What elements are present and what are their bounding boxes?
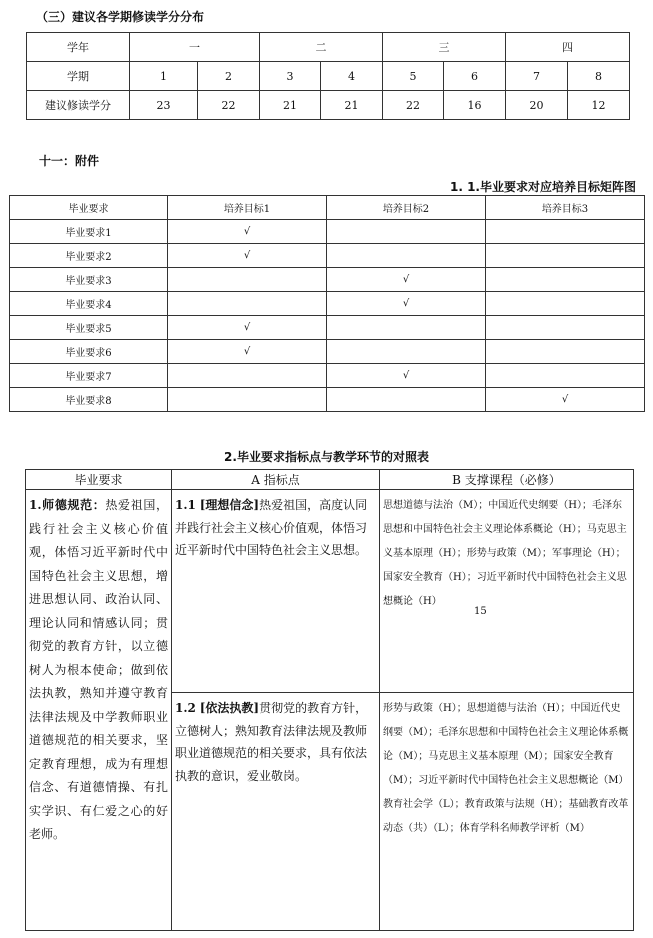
matrix-row-label: 毕业要求3 (10, 268, 168, 292)
semester-label: 学期 (27, 62, 130, 91)
course-text: 思想道德与法治（M）；中国近代史纲要（H）；毛泽东思想和中国特色社会主义理论体系概论（H）；马克思主义基本原理（H）；形势与政策（M）；军事理论（H）；国家安全教育（H）；习近平新时代中国特色社会主义思想概论（H） (383, 500, 627, 607)
credit-cell: 16 (444, 91, 506, 120)
appendix-title: 十一：附件 (39, 154, 100, 168)
check-mark (486, 364, 645, 388)
requirement-title: 1.师德规范： (29, 498, 106, 512)
semester-cell: 4 (321, 62, 383, 91)
year-row (27, 33, 630, 62)
matrix-row (10, 388, 645, 412)
section-title-credit-distribution: （三）建议各学期修读学分分布 (36, 10, 205, 24)
matrix-row-label: 毕业要求2 (10, 244, 168, 268)
table2-header-row (26, 470, 634, 490)
check-mark (168, 388, 327, 412)
matrix-row-label: 毕业要求7 (10, 364, 168, 388)
indicator-course-table (25, 469, 634, 931)
course-cell (380, 693, 634, 931)
matrix-header-cell: 培养目标1 (168, 196, 327, 220)
requirement-cell (26, 490, 172, 931)
matrix-row-label: 毕业要求6 (10, 340, 168, 364)
year-label: 学年 (27, 33, 130, 62)
matrix-row (10, 340, 645, 364)
table2-header-cell: A 指标点 (172, 470, 380, 490)
credit-cell: 20 (506, 91, 568, 120)
matrix-row (10, 364, 645, 388)
indicator-cell (172, 693, 380, 931)
check-mark (486, 220, 645, 244)
semester-cell: 8 (568, 62, 630, 91)
semester-cell: 2 (198, 62, 260, 91)
indicator-number: 1.2 (175, 701, 196, 715)
indicator-title: [理想信念] (199, 498, 260, 512)
check-mark (327, 388, 486, 412)
matrix-row (10, 268, 645, 292)
indicator-cell (172, 490, 380, 693)
matrix-row-label: 毕业要求1 (10, 220, 168, 244)
requirement-text: 热爱祖国，践行社会主义核心价值观，体悟习近平新时代中国特色社会主义思想，增进思想认同、政治认同、理论认同和情感认同；贯彻党的教育方针，以立德树人为根本使命；做到依法执教，熟知并遵守教育法律法规及中学教师职业道德规范的相关要求，坚定教育理想，成为有理想信念、有道德情操、有扎实学识、有仁爱之心的好老师。 (29, 498, 168, 841)
matrix-title: 1. 1.毕业要求对应培养目标矩阵图 (450, 180, 636, 194)
check-mark (486, 268, 645, 292)
credit-row (27, 91, 630, 120)
matrix-header-cell: 培养目标3 (486, 196, 645, 220)
year-cell: 四 (506, 33, 630, 62)
matrix-row-label: 毕业要求8 (10, 388, 168, 412)
check-mark: √ (327, 364, 486, 388)
matrix-row-label: 毕业要求5 (10, 316, 168, 340)
check-mark (486, 244, 645, 268)
page-number: 15 (474, 606, 487, 617)
check-mark (327, 340, 486, 364)
semester-cell: 7 (506, 62, 568, 91)
indicator-row (26, 490, 634, 693)
indicator-title: [依法执教] (199, 701, 260, 715)
check-mark (486, 292, 645, 316)
credit-cell: 22 (383, 91, 444, 120)
matrix-row-label: 毕业要求4 (10, 292, 168, 316)
year-cell: 二 (260, 33, 383, 62)
check-mark (486, 316, 645, 340)
check-mark: √ (168, 316, 327, 340)
check-mark: √ (168, 340, 327, 364)
check-mark (168, 292, 327, 316)
check-mark: √ (486, 388, 645, 412)
requirement-objective-matrix (9, 195, 645, 412)
check-mark (486, 340, 645, 364)
credit-cell: 12 (568, 91, 630, 120)
credit-cell: 21 (321, 91, 383, 120)
matrix-row (10, 244, 645, 268)
matrix-row (10, 316, 645, 340)
check-mark: √ (168, 220, 327, 244)
table2-title: 2.毕业要求指标点与教学环节的对照表 (224, 450, 429, 464)
check-mark (327, 316, 486, 340)
table2-header-cell: 毕业要求 (26, 470, 172, 490)
semester-cell: 3 (260, 62, 321, 91)
table2-header-cell: B 支撑课程（必修） (380, 470, 634, 490)
semester-cell: 6 (444, 62, 506, 91)
semester-row (27, 62, 630, 91)
check-mark (327, 220, 486, 244)
matrix-row (10, 220, 645, 244)
check-mark (327, 244, 486, 268)
credit-label: 建议修读学分 (27, 91, 130, 120)
credit-cell: 23 (130, 91, 198, 120)
indicator-text: 热爱祖国，高度认同并践行社会主义核心价值观，体悟习近平新时代中国特色社会主义思想。 (175, 498, 368, 557)
matrix-header-row (10, 196, 645, 220)
credit-distribution-table (26, 32, 630, 120)
check-mark: √ (168, 244, 327, 268)
check-mark (168, 268, 327, 292)
matrix-header-cell: 毕业要求 (10, 196, 168, 220)
check-mark: √ (327, 268, 486, 292)
check-mark (168, 364, 327, 388)
course-text: 形势与政策（H）；思想道德与法治（H）；中国近代史纲要（M）；毛泽东思想和中国特色社会主义理论体系概论（M）；马克思主义基本原理（M）；国家安全教育（M）；习近平新时代中国特色社会主义思想概论（M）教育社会学（L）；教育政策与法规（H）；基础教育改革动态（共）（L）；体育学科名师教学评析（M） (383, 703, 629, 834)
course-cell (380, 490, 634, 693)
year-cell: 三 (383, 33, 506, 62)
semester-cell: 1 (130, 62, 198, 91)
credit-cell: 21 (260, 91, 321, 120)
matrix-row (10, 292, 645, 316)
indicator-number: 1.1 (175, 498, 196, 512)
credit-cell: 22 (198, 91, 260, 120)
indicator-text: 贯彻党的教育方针，立德树人；熟知教育法律法规及教师职业道德规范的相关要求，具有依法执教的意识，爱业敬岗。 (175, 701, 368, 783)
matrix-header-cell: 培养目标2 (327, 196, 486, 220)
year-cell: 一 (130, 33, 260, 62)
check-mark: √ (327, 292, 486, 316)
semester-cell: 5 (383, 62, 444, 91)
